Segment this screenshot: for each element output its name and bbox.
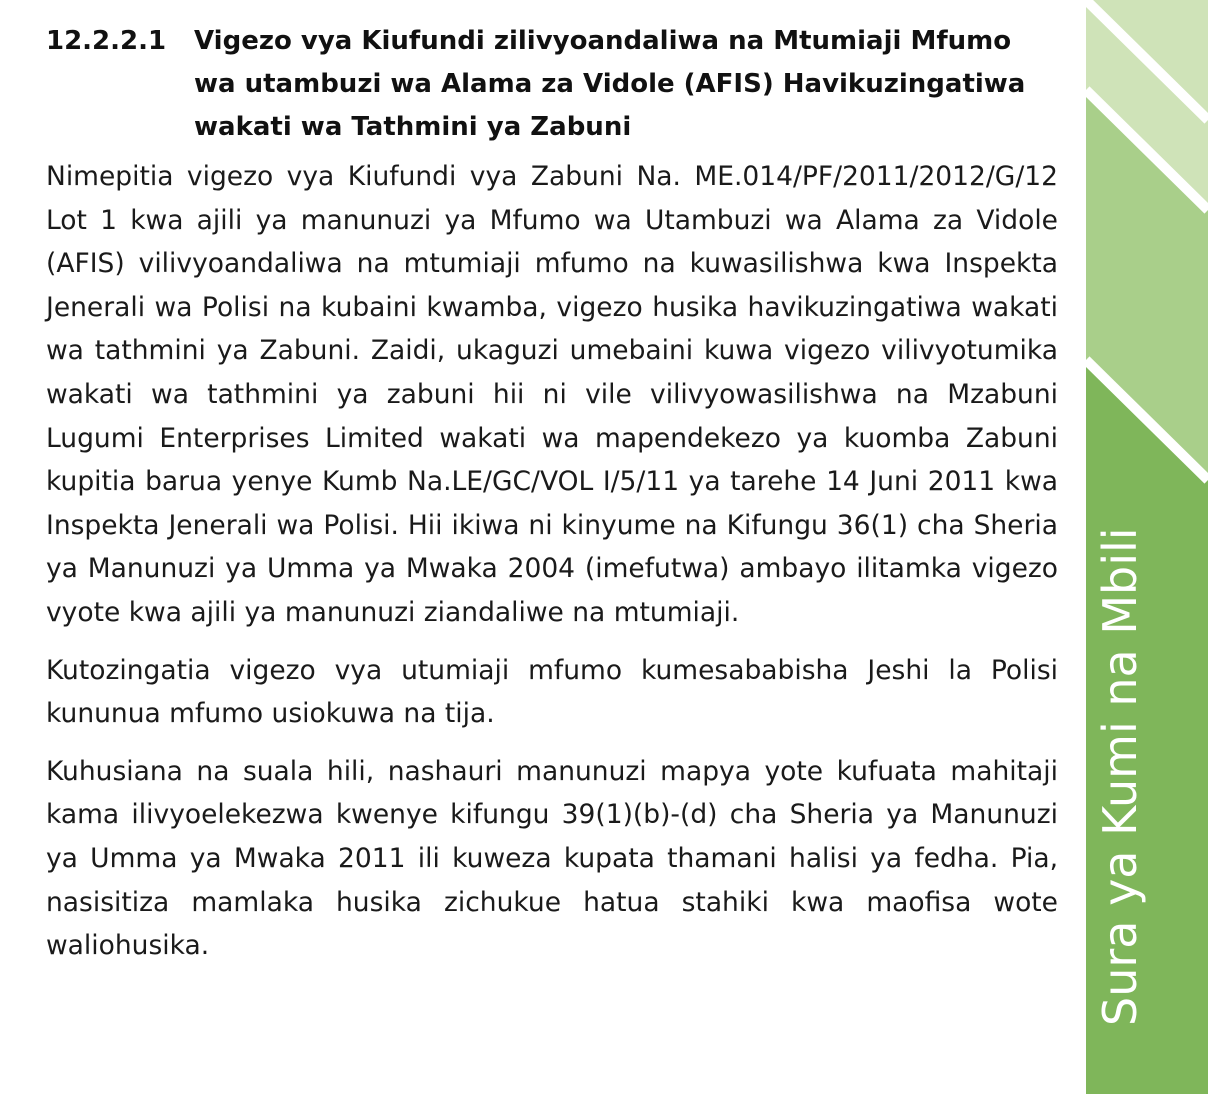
chapter-label: Sura ya Kumi na Mbili	[1093, 527, 1147, 1026]
section-number: 12.2.2.1	[46, 26, 167, 56]
section-title: Vigezo vya Kiufundi zilivyoandaliwa na Mtumiaji Mfumo wa utambuzi wa Alama za Vidole (AFIS) Havikuzingatiwa wakati wa Tathmini ya Zabuni	[194, 26, 1026, 142]
paragraph-findings: Nimepitia vigezo vya Kiufundi vya Zabuni Na. ME.014/PF/2011/2012/G/12 Lot 1 kwa ajili ya manunuzi ya Mfumo wa Utambuzi wa Alama za Vidole (AFIS) vilivyoandaliwa na mtumiaji mfumo na kuwasilishwa kwa Inspekta Jenerali wa Polisi na kubaini kwamba, vigezo husika havikuzingatiwa wakati wa tathmini ya Zabuni. Zaidi, ukaguzi umebaini kuwa vigezo vilivyotumika wakati wa tathmini ya zabuni hii ni vile vilivyowasilishwa na Mzabuni Lugumi Enterprises Limited wakati wa mapendekezo ya kuomba Zabuni kupitia barua yenye Kumb Na.LE/GC/VOL I/5/11 ya tarehe 14 Juni 2011 kwa Inspekta Jenerali wa Polisi. Hii ikiwa ni kinyume na Kifungu 36(1) cha Sheria ya Manunuzi ya Umma ya Mwaka 2004 (imefutwa) ambayo ilitamka vigezo vyote kwa ajili ya manunuzi ziandaliwe na mtumiaji.	[46, 161, 1058, 628]
document-content	[46, 20, 1058, 982]
paragraph-consequence: Kutozingatia vigezo vya utumiaji mfumo kumesababisha Jeshi la Polisi kununua mfumo usiokuwa na tija.	[46, 654, 1058, 730]
section-heading	[46, 20, 1058, 149]
paragraph-recommendation: Kuhusiana na suala hili, nashauri manunuzi mapya yote kufuata mahitaji kama ilivyoelekezwa kwenye kifungu 39(1)(b)-(d) cha Sheria ya Manunuzi ya Umma ya Mwaka 2011 ili kuweza kupata thamani halisi ya fedha. Pia, nasisitiza mamlaka husika zichukue hatua stahiki kwa maofisa wote waliohusika.	[46, 755, 1058, 962]
